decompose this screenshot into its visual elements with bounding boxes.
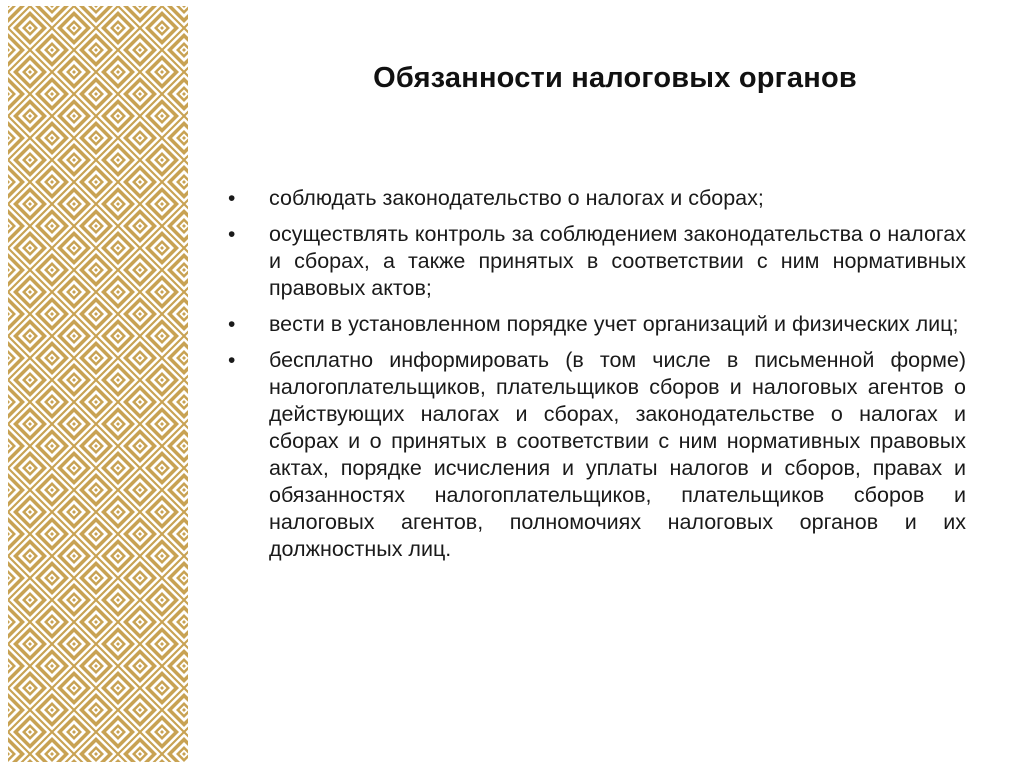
bullet-icon: • <box>228 223 236 246</box>
list-item-text: соблюдать законодательство о налогах и сборах; <box>269 186 764 210</box>
list-item-text: вести в установленном порядке учет организаций и физических лиц; <box>269 312 959 336</box>
ornamental-border-icon <box>8 6 188 762</box>
bullet-icon: • <box>228 187 236 210</box>
list-item <box>228 347 966 563</box>
list-item-text: осуществлять контроль за соблюдением законодательства о налогах и сборах, а также принятых в соответствии с ним нормативных правовых актов; <box>269 222 966 300</box>
bullet-icon: • <box>228 313 236 336</box>
list-item <box>228 221 966 302</box>
duties-list <box>228 185 966 572</box>
list-item <box>228 311 966 338</box>
bullet-icon: • <box>228 349 236 372</box>
slide-title: Обязанности налоговых органов <box>373 62 857 94</box>
list-item <box>228 185 966 212</box>
list-item-text: бесплатно информировать (в том числе в письменной форме) налогоплательщиков, плательщиков сборов и налоговых агентов о действующих налогах и сборах, законодательстве о налогах и сборах и о принятых в соответствии с ним нормативных правовых актах, порядке исчисления и уплаты налогов и сборов, правах и обязанностях налогоплательщиков, плательщиков сборов и налоговых агентов, полномочиях налоговых органов и их должностных лиц. <box>269 348 966 561</box>
